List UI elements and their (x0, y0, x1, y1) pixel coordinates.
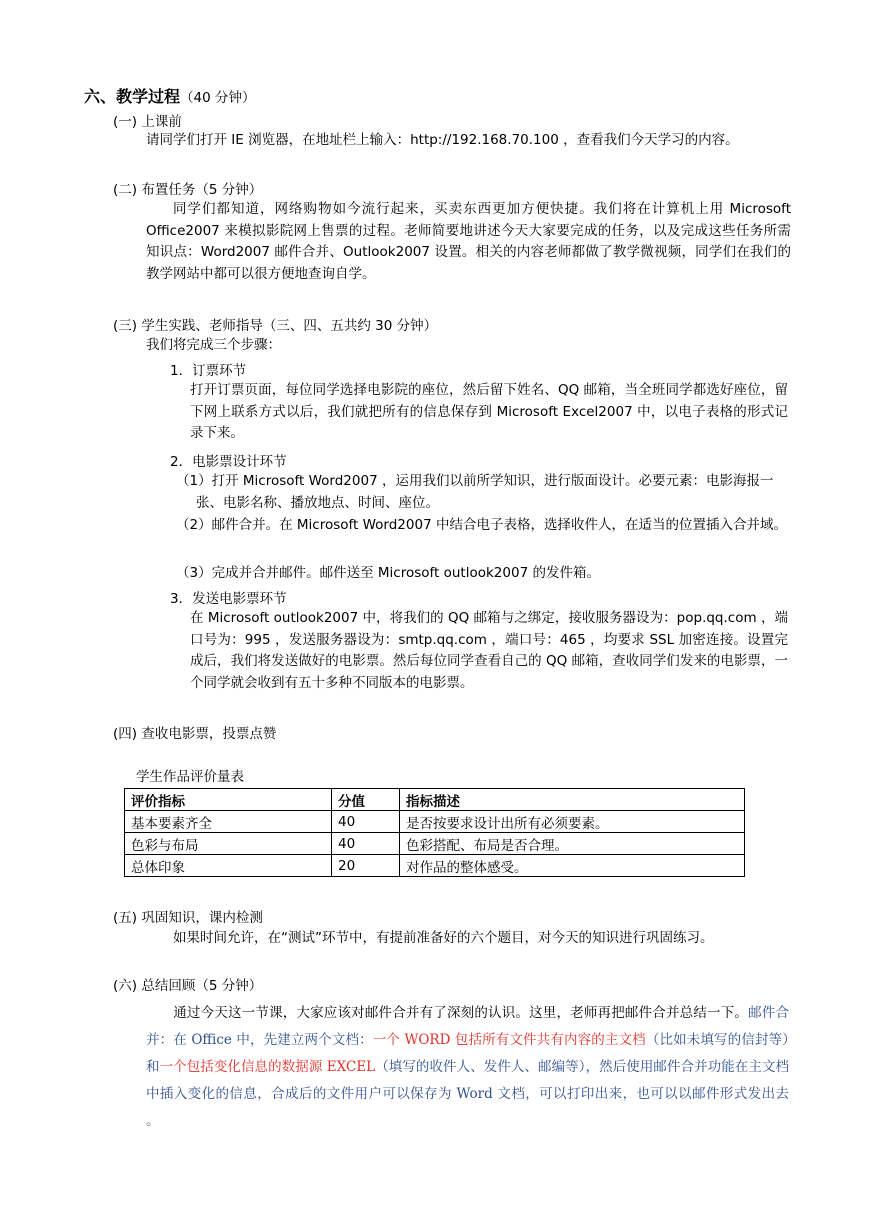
step-2-title: 2．电影票设计环节 (170, 454, 287, 470)
table-row (125, 833, 745, 855)
subsection-5-label: (五) 巩固知识，课内检测 (113, 910, 263, 926)
subsection-4-label: (四) 查收电影票，投票点赞 (113, 726, 277, 742)
subsection-5-text: 如果时间允许，在“测试”环节中，有提前准备好的六个题目，对今天的知识进行巩固练习。 (173, 930, 714, 946)
evaluation-table (124, 788, 745, 877)
subsection-3-label: (三) 学生实践、老师指导（三、四、五共约 30 分钟） (113, 318, 438, 334)
table-cell: 40 (332, 833, 400, 855)
table-row (125, 811, 745, 833)
step-2-sub-2: （2）邮件合并。在 Microsoft Word2007 中结合电子表格，选择收件人，在适当的位置插入合并域。 (176, 517, 787, 533)
subsection-6-label: (六) 总结回顾（5 分钟） (113, 978, 263, 994)
section-title: 六、教学过程 (84, 87, 181, 106)
step-1-text: 打开订票页面，每位同学选择电影院的座位，然后留下姓名、QQ 邮箱，当全班同学都选好座位，留下网上联系方式以后，我们就把所有的信息保存到 Microsoft Excel2007 中，以电子表格的形式记录下来。 (190, 382, 788, 441)
table-header: 分值 (332, 789, 400, 811)
table-cell: 20 (332, 855, 400, 877)
subsection-3-intro: 我们将完成三个步骤： (146, 337, 281, 353)
table-cell: 是否按要求设计出所有必须要素。 (400, 811, 745, 833)
table-cell: 色彩与布局 (125, 833, 332, 855)
table-header: 指标描述 (400, 789, 745, 811)
table-cell: 总体印象 (125, 855, 332, 877)
section-duration: （40 分钟） (180, 90, 256, 106)
summary-blue-2: （比如未填写的信封等）和 (146, 1032, 790, 1075)
summary-red-2: 一个包括变化信息的数据源 EXCEL (159, 1059, 376, 1075)
summary-red-1: 一个 WORD 包括所有文件共有内容的主文档 (372, 1032, 646, 1048)
subsection-1-label: (一) 上课前 (113, 114, 182, 130)
step-2-sub-1: （1）打开 Microsoft Word2007 ，运用我们以前所学知识，进行版面设计。必要元素：电影海报一张、电影名称、播放地点、时间、座位。 (176, 473, 774, 511)
table-cell: 色彩搭配、布局是否合理。 (400, 833, 745, 855)
table-header-row (125, 789, 745, 811)
section-heading (84, 84, 256, 107)
subsection-1-text: 请同学们打开 IE 浏览器，在地址栏上输入：http://192.168.70.100 ，查看我们今天学习的内容。 (146, 132, 739, 148)
table-header: 评价指标 (125, 789, 332, 811)
table-row (125, 855, 745, 877)
step-3-title: 3．发送电影票环节 (170, 591, 287, 607)
table-cell: 40 (332, 811, 400, 833)
summary-blue-1: 邮件合并：在 Office 中，先建立两个文档： (146, 1005, 790, 1048)
summary-blue-3: （填写的收件人、发件人、邮编等），然后使用邮件合并功能在主文档中插入变化的信息，合成后的文件用户可以保存为 Word 文档，可以打印出来，也可以以邮件形式发出去 。 (146, 1059, 790, 1129)
table-caption: 学生作品评价量表 (136, 769, 244, 785)
step-3-text: 在 Microsoft outlook2007 中，将我们的 QQ 邮箱与之绑定，接收服务器设为：pop.qq.com ，端口号为：995 ，发送服务器设为：smtp.qq.com ，端口号：465 ，均要求 SSL 加密连接。设置完成后，我们将发送做好的电影票。然后每位同学查看自己的 QQ 邮箱，查收同学们发来的电影票，一个同学就会收到有五十多种不同版本的电影票。 (190, 610, 788, 691)
table-cell: 基本要素齐全 (125, 811, 332, 833)
subsection-2-text: 同学们都知道，网络购物如今流行起来，买卖东西更加方便快捷。我们将在计算机上用 Microsoft Office2007 来模拟影院网上售票的过程。老师简要地讲述今天大家要完成的任务，以及完成这些任务所需知识点：Word2007 邮件合并、Outlook2007 设置。相关的内容老师都做了教学微视频，同学们在我们的教学网站中都可以很方便地查询自学。 (146, 201, 791, 282)
subsection-2-label: (二) 布置任务（5 分钟） (113, 182, 263, 198)
table-cell: 对作品的整体感受。 (400, 855, 745, 877)
step-1-title: 1．订票环节 (170, 363, 247, 379)
step-2-sub-3: （3）完成并合并邮件。邮件送至 Microsoft outlook2007 的发件箱。 (176, 565, 600, 581)
summary-intro: 通过今天这一节课，大家应该对邮件合并有了深刻的认识。这里，老师再把邮件合并总结一下。 (173, 1005, 749, 1021)
summary-paragraph (146, 1000, 789, 1135)
